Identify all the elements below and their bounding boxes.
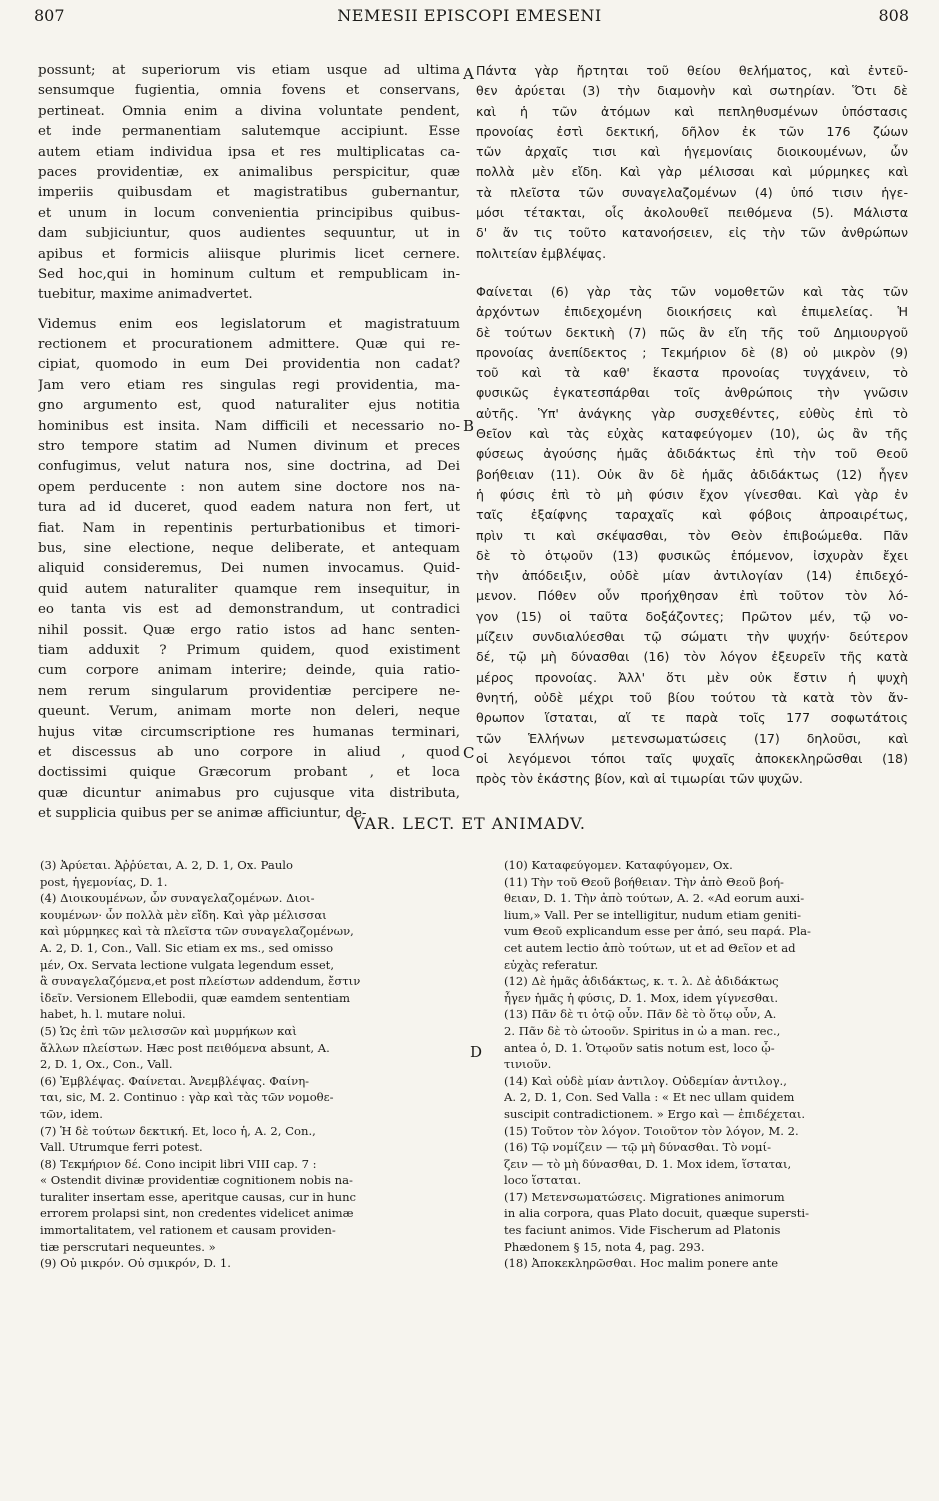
greek-text-line: θρωπον ἵσταται, αἵ τε παρὰ τοῖς 177 σοφωτάτοις (476, 710, 908, 726)
note-line: (18) Ἀποκεκληρῶσθαι. Hoc malim ponere ante (504, 1256, 779, 1271)
variant-readings-title: VAR. LECT. ET ANIMADV. (353, 814, 586, 833)
greek-text-line: δὲ τούτων δεκτικὴ (7) πῶς ἂν εἴη τῆς τοῦ Δημιουργοῦ (476, 324, 908, 340)
note-line: ἄλλων πλείστων. Hæc post πειθόμενα absunt, A. (40, 1040, 330, 1055)
note-line: κουμένων· ὧν πολλὰ μὲν εἴδη. Καὶ γὰρ μέλισσαι (40, 907, 327, 922)
latin-text-line: tura ad id duceret, quod eadem natura non fert, ut (38, 500, 460, 516)
note-line: post, ἡγεμονίας, D. 1. (40, 874, 168, 889)
note-line: habet, h. l. mutare nolui. (40, 1007, 186, 1022)
greek-text-line: καὶ ἡ τῶν ἀτόμων καὶ πεπληθυσμένων ὑπόστασις (476, 103, 908, 119)
greek-text-column (476, 63, 908, 791)
notes-right-column (504, 858, 908, 1273)
note-line: 2. Πᾶν δὲ τὸ ὡτοοῦν. Spiritus in ὠ a man. rec., (504, 1023, 781, 1038)
running-title: NEMESII EPISCOPI EMESENI (337, 6, 602, 25)
latin-text-line: Jam vero etiam res singulas regi providentia, ma- (38, 377, 460, 393)
latin-text-line: aliquid consideremus, Dei numen invocamus. Quid- (38, 561, 460, 577)
note-line: antea ὁ, D. 1. Ὁτῳοῦν satis notum est, loco ᾧ- (504, 1040, 775, 1055)
latin-text-line: fiat. Nam in repentinis perturbationibus et timori- (38, 520, 460, 536)
greek-text-line: μόσι τέτακται, οἷς ἀκολουθεῖ πειθόμενα (5). Μάλιστα (476, 205, 908, 221)
note-line: tiæ perscrutari nequeuntes. » (40, 1239, 216, 1254)
paragraph-gap (476, 266, 908, 284)
paragraph-gap (38, 308, 460, 317)
note-line: A. 2, D. 1, Con. Sed Valla : « Et nec ullam quidem (504, 1090, 795, 1105)
note-line: lium,» Vall. Per se intelligitur, nudum etiam geniti- (504, 907, 801, 922)
note-line: (17) Μετενσωματώσεις. Migrationes animorum (504, 1189, 785, 1204)
note-line: loco ἵσταται. (504, 1173, 582, 1188)
note-line: (4) Διοικουμένων, ὧν συναγελαζομένων. Διοι- (40, 891, 315, 906)
note-line: Vall. Utrumque ferri potest. (40, 1140, 203, 1155)
greek-text-line: πολλὰ μὲν εἴδη. Καὶ γὰρ μέλισσαι καὶ μύρμηκες καὶ (476, 164, 908, 180)
greek-text-line: ἀρχόντων ἐπιδεχομένη διοικήσεις καὶ ἐπιμελείας. Ἡ (476, 304, 908, 320)
greek-text-line: ταῖς ἐξαίφνης ταραχαῖς καὶ φόβοις ἀπροαιρέτως, (476, 507, 908, 523)
greek-text-line: οἱ λεγόμενοι τόποι ταῖς ψυχαῖς ἀποκεκληρῶσθαι (18) (476, 750, 908, 766)
latin-text-line: quæ dicuntur animabus pro cujusque vita distributa, (38, 785, 460, 801)
margin-marker-b: B (463, 417, 475, 435)
latin-text-line: cum corpore animam interire; deinde, quia ratio- (38, 663, 460, 679)
note-line: τινιοῦν. (504, 1057, 552, 1072)
latin-text-line: autem etiam individua ipsa et res multiplicatas ca- (38, 144, 460, 160)
latin-text-line: bus, sine electione, neque deliberate, et antequam (38, 540, 460, 556)
left-page-number: 807 (34, 6, 65, 25)
note-line: (6) Ἐμβλέψας. Φαίνεται. Ἀνεμβλέψας. Φαίνη- (40, 1073, 310, 1088)
note-line: εὐχὰς referatur. (504, 957, 599, 972)
note-line: ται, sic, M. 2. Continuo : γὰρ καὶ τὰς τῶν νομοθε- (40, 1090, 334, 1105)
note-line: (12) Δὲ ἡμᾶς ἀδιδάκτως, κ. τ. λ. Δὲ ἀδιδάκτως (504, 974, 779, 989)
latin-text-line: hujus vitæ circumscriptione res humanas terminari, (38, 724, 460, 740)
latin-text-line: imperiis quibusdam et magistratibus gubernantur, (38, 185, 460, 201)
note-line: 2, D. 1, Ox., Con., Vall. (40, 1057, 173, 1072)
note-line: (10) Καταφεύγομεν. Καταφύγομεν, Ox. (504, 858, 733, 872)
latin-text-line: opem perducente : non autem sine doctore nos na- (38, 479, 460, 495)
note-line: (11) Τὴν τοῦ Θεοῦ βοήθειαν. Τὴν ἀπὸ Θεοῦ βοή- (504, 874, 784, 889)
latin-text-line: stro tempore statim ad Numen divinum et preces (38, 439, 460, 455)
greek-text-line: τὴν ἀπόδειξιν, οὐδὲ μίαν ἀντιλογίαν (14) ἐπιδεχό- (476, 568, 908, 584)
greek-text-line: βοήθειαν (11). Οὐκ ἂν δὲ ἡμᾶς ἀδιδάκτως (12) ἦγεν (476, 466, 908, 482)
greek-text-line: δέ, τῷ μὴ δύνασθαι (16) τὸν λόγον ἐξευρεῖν τῆς κατὰ (476, 649, 908, 665)
latin-text-line: possunt; at superiorum vis etiam usque ad ultima (38, 63, 460, 78)
note-line: (5) Ὡς ἐπὶ τῶν μελισσῶν καὶ μυρμήκων καὶ (40, 1023, 297, 1038)
greek-text-line: μέρος προνοίας. Ἀλλ' ὅτι μὲν οὐκ ἔστιν ἡ ψυχὴ (476, 669, 908, 685)
latin-text-line: pertineat. Omnia enim a divina voluntate pendent, (38, 103, 460, 119)
latin-text-line: nem rerum singularum providentiæ percipere ne- (38, 683, 460, 699)
note-line: cet autem lectio ἀπὸ τούτων, ut et ad Θεῖον et ad (504, 940, 796, 955)
latin-text-line: sensumque fugientia, omnia fovens et conservans, (38, 83, 460, 99)
note-line: μέν, Ox. Servata lectione vulgata legendum esset, (40, 957, 335, 972)
greek-text-line: θνητή, οὐδὲ μέχρι τοῦ βίου τούτου τὰ κατὰ τὸν ἄν- (476, 689, 908, 705)
greek-text-line: φυσικῶς ἐγκατεσπάρθαι τοῖς ἀνθρώποις τὴν γνῶσιν (476, 385, 908, 401)
note-line: tes faciunt animos. Vide Fischerum ad Platonis (504, 1223, 781, 1238)
latin-text-line: hominibus est insita. Nam difficili et necessario no- (38, 418, 460, 434)
greek-text-line: προνοίας ἀνεπίδεκτος ; Τεκμήριον δὲ (8) οὐ μικρὸν (9) (476, 344, 908, 360)
note-line: Phædonem § 15, nota 4, pag. 293. (504, 1239, 705, 1254)
latin-text-line: tuebitur, maxime animadvertet. (38, 287, 253, 303)
latin-text-line: doctissimi quique Græcorum probant , et loca (38, 765, 460, 781)
greek-text-line: μίζειν συνδιαλύεσθαι τῷ σώματι τὴν ψυχήν· δεύτερον (476, 629, 908, 645)
latin-text-line: confugimus, velut natura nos, sine doctrina, ad Dei (38, 459, 460, 475)
latin-text-line: cipiat, quomodo in eum Dei providentia non cadat? (38, 357, 460, 373)
latin-text-line: eo tanta vis est ad demonstrandum, ut contradici (38, 602, 460, 618)
note-line: τῶν, idem. (40, 1106, 103, 1121)
latin-text-line: Videmus enim eos legislatorum et magistratuum (38, 316, 460, 332)
greek-text-line: πολιτείαν ἐμβλέψας. (476, 245, 607, 261)
note-line: in alia corpora, quas Plato docuit, quæque supersti- (504, 1206, 810, 1221)
greek-text-line: τῶν ἀρχαῖς τισι καὶ ἡγεμονίαις διοικουμένων, ὧν (476, 144, 908, 160)
latin-text-line: gno argumento est, quod naturaliter ejus notitia (38, 398, 460, 414)
note-line: « Ostendit divinæ providentiæ cognitionem nobis na- (40, 1173, 353, 1188)
latin-text-line: et unum in locum convenientia principibus quibus- (38, 205, 460, 221)
latin-text-line: paces providentiæ, ex animalibus perspicitur, quæ (38, 164, 460, 180)
greek-text-line: Πάντα γὰρ ἤρτηται τοῦ θείου θελήματος, καὶ ἐντεῦ- (476, 63, 908, 78)
greek-text-line: τῶν Ἑλλήνων μετενσωματώσεις (17) δηλοῦσι, καὶ (476, 730, 908, 746)
greek-text-line: ἡ φύσις ἐπὶ τὸ μὴ φύσιν ἔχον γίνεσθαι. Καὶ γὰρ ἐν (476, 486, 908, 502)
latin-text-line: dam subjiciuntur, quos audientes sequuntur, ut in (38, 226, 460, 242)
latin-text-line: et inde permanentiam salutemque accipiunt. Esse (38, 124, 460, 140)
margin-marker-c: C (463, 744, 475, 762)
latin-text-line: quid autem naturaliter quamque rem insequitur, in (38, 581, 460, 597)
note-line: (14) Καὶ οὐδὲ μίαν ἀντιλογ. Οὐδεμίαν ἀντιλογ., (504, 1073, 787, 1088)
note-line: (3) Ἀρύεται. Ἀῤῥύεται, A. 2, D. 1, Ox. Paulo (40, 858, 293, 872)
note-line: A. 2, D. 1, Con., Vall. Sic etiam ex ms., sed omisso (40, 940, 334, 955)
note-line: (7) Ἡ δὲ τούτων δεκτική. Et, loco ἡ, A. 2, Con., (40, 1123, 316, 1138)
greek-text-line: δὲ τὸ ὁτῳοῦν (13) φυσικῶς ἑπόμενον, ἰσχυρὰν ἔχει (476, 547, 908, 563)
note-line: καὶ μύρμηκες καὶ τὰ πλεῖστα τῶν συναγελαζομένων, (40, 924, 354, 939)
latin-text-line: rectionem et procurationem admittere. Quæ qui re- (38, 337, 460, 353)
margin-marker-d: D (470, 1043, 483, 1061)
note-line: immortalitatem, vel rationem et causam providen- (40, 1223, 336, 1238)
greek-text-line: μενον. Πόθεν οὖν προήχθησαν ἐπὶ τοῦτον τὸν λό- (476, 588, 908, 604)
greek-text-line: θεν ἀρύεται (3) τὴν διαμονὴν καὶ σωτηρίαν. Ὅτι δὲ (476, 83, 908, 99)
note-line: (15) Τοῦτον τὸν λόγον. Τοιοῦτον τὸν λόγον, M. 2. (504, 1123, 799, 1138)
margin-marker-a: A (463, 65, 474, 83)
greek-text-line: πρὶν τι καὶ σκέψασθαι, τὸν Θεὸν ἐπιβοώμεθα. Πᾶν (476, 527, 908, 543)
greek-text-line: πρὸς τὸν ἑκάστης βίον, καὶ αἱ τιμωρίαι τῶν ψυχῶν. (476, 771, 803, 787)
page-header (0, 6, 939, 30)
greek-text-line: φύσεως ἀγούσης ἡμᾶς ἀδιδάκτως ἐπὶ τὴν τοῦ Θεοῦ (476, 446, 908, 462)
greek-text-line: τοῦ καὶ τὰ καθ' ἕκαστα προνοίας τυγχάνειν, τὸ (476, 365, 908, 381)
note-line: errorem prolapsi sint, non credentes videlicet animæ (40, 1206, 354, 1221)
note-line: ἃ συναγελαζόμενα,et post πλείστων addendum, ἔστιν (40, 974, 361, 989)
note-line: (13) Πᾶν δὲ τι ὁτῷ οὖν. Πᾶν δὲ τὸ ὅτῳ οὖν, A. (504, 1007, 777, 1022)
greek-text-line: δ' ἄν τις τοῦτο κατανοήσειεν, εἰς τὴν τῶν ἀνθρώπων (476, 225, 908, 241)
notes-left-column (40, 858, 472, 1273)
latin-text-line: apibus et formicis aliisque plurimis licet cernere. (38, 246, 460, 262)
note-line: suscipit contradictionem. » Ergo καὶ — ἐπιδέχεται. (504, 1106, 806, 1121)
greek-text-line: τὰ πλεῖστα τῶν συναγελαζομένων (4) ὑπό τισιν ἡγε- (476, 184, 908, 200)
latin-text-line: et discessus ab uno corpore in aliud , quod (38, 744, 460, 760)
latin-text-line: et supplicia quibus per se animæ afficiuntur, de- (38, 806, 367, 822)
note-line: (16) Τῷ νομίζειν — τῷ μὴ δύνασθαι. Τὸ νομί- (504, 1140, 772, 1155)
latin-text-line: Sed hoc,qui in hominum cultum et rempublicam in- (38, 266, 460, 282)
greek-text-line: προνοίας ἐστὶ δεκτική, δῆλον ἐκ τῶν 176 ζώων (476, 123, 908, 139)
note-line: turaliter insertam esse, aperitque causas, cur in hunc (40, 1189, 357, 1204)
latin-text-column (38, 63, 460, 826)
note-line: ἰδεῖν. Versionem Ellebodii, quæ eamdem sententiam (40, 990, 350, 1005)
latin-text-line: queunt. Verum, animam morte non deleri, neque (38, 704, 460, 720)
note-line: ζειν — τὸ μὴ δύνασθαι, D. 1. Mox idem, ἵσταται, (504, 1156, 792, 1171)
note-line: (9) Οὐ μικρόν. Οὐ σμικρόν, D. 1. (40, 1256, 231, 1271)
greek-text-line: Θεῖον καὶ τὰς εὐχὰς καταφεύγομεν (10), ὡς ἂν τῆς (476, 426, 908, 442)
note-line: (8) Τεκμήριον δέ. Cono incipit libri VIII cap. 7 : (40, 1156, 317, 1171)
greek-text-line: γον (15) οἱ ταῦτα δοξάζοντες; Πρῶτον μέν, τῷ νο- (476, 608, 908, 624)
note-line: vum Θεοῦ explicandum esse per ἀπό, seu παρά. Pla- (504, 924, 811, 939)
greek-text-line: Φαίνεται (6) γὰρ τὰς τῶν νομοθετῶν καὶ τὰς τῶν (476, 283, 908, 299)
right-page-number: 808 (878, 6, 909, 25)
latin-text-line: tiam adduxit ? Primum quidem, quod existiment (38, 642, 460, 658)
note-line: θειαν, D. 1. Τὴν ἀπὸ τούτων, A. 2. «Ad eorum auxi- (504, 891, 805, 906)
note-line: ἦγεν ἡμᾶς ἡ φύσις, D. 1. Mox, idem γίγνεσθαι. (504, 990, 779, 1005)
greek-text-line: αὐτῆς. Ὑπ' ἀνάγκης γὰρ συσχεθέντες, εὐθὺς ἐπὶ τὸ (476, 405, 908, 421)
latin-text-line: nihil possit. Quæ ergo ratio istos ad hanc senten- (38, 622, 460, 638)
